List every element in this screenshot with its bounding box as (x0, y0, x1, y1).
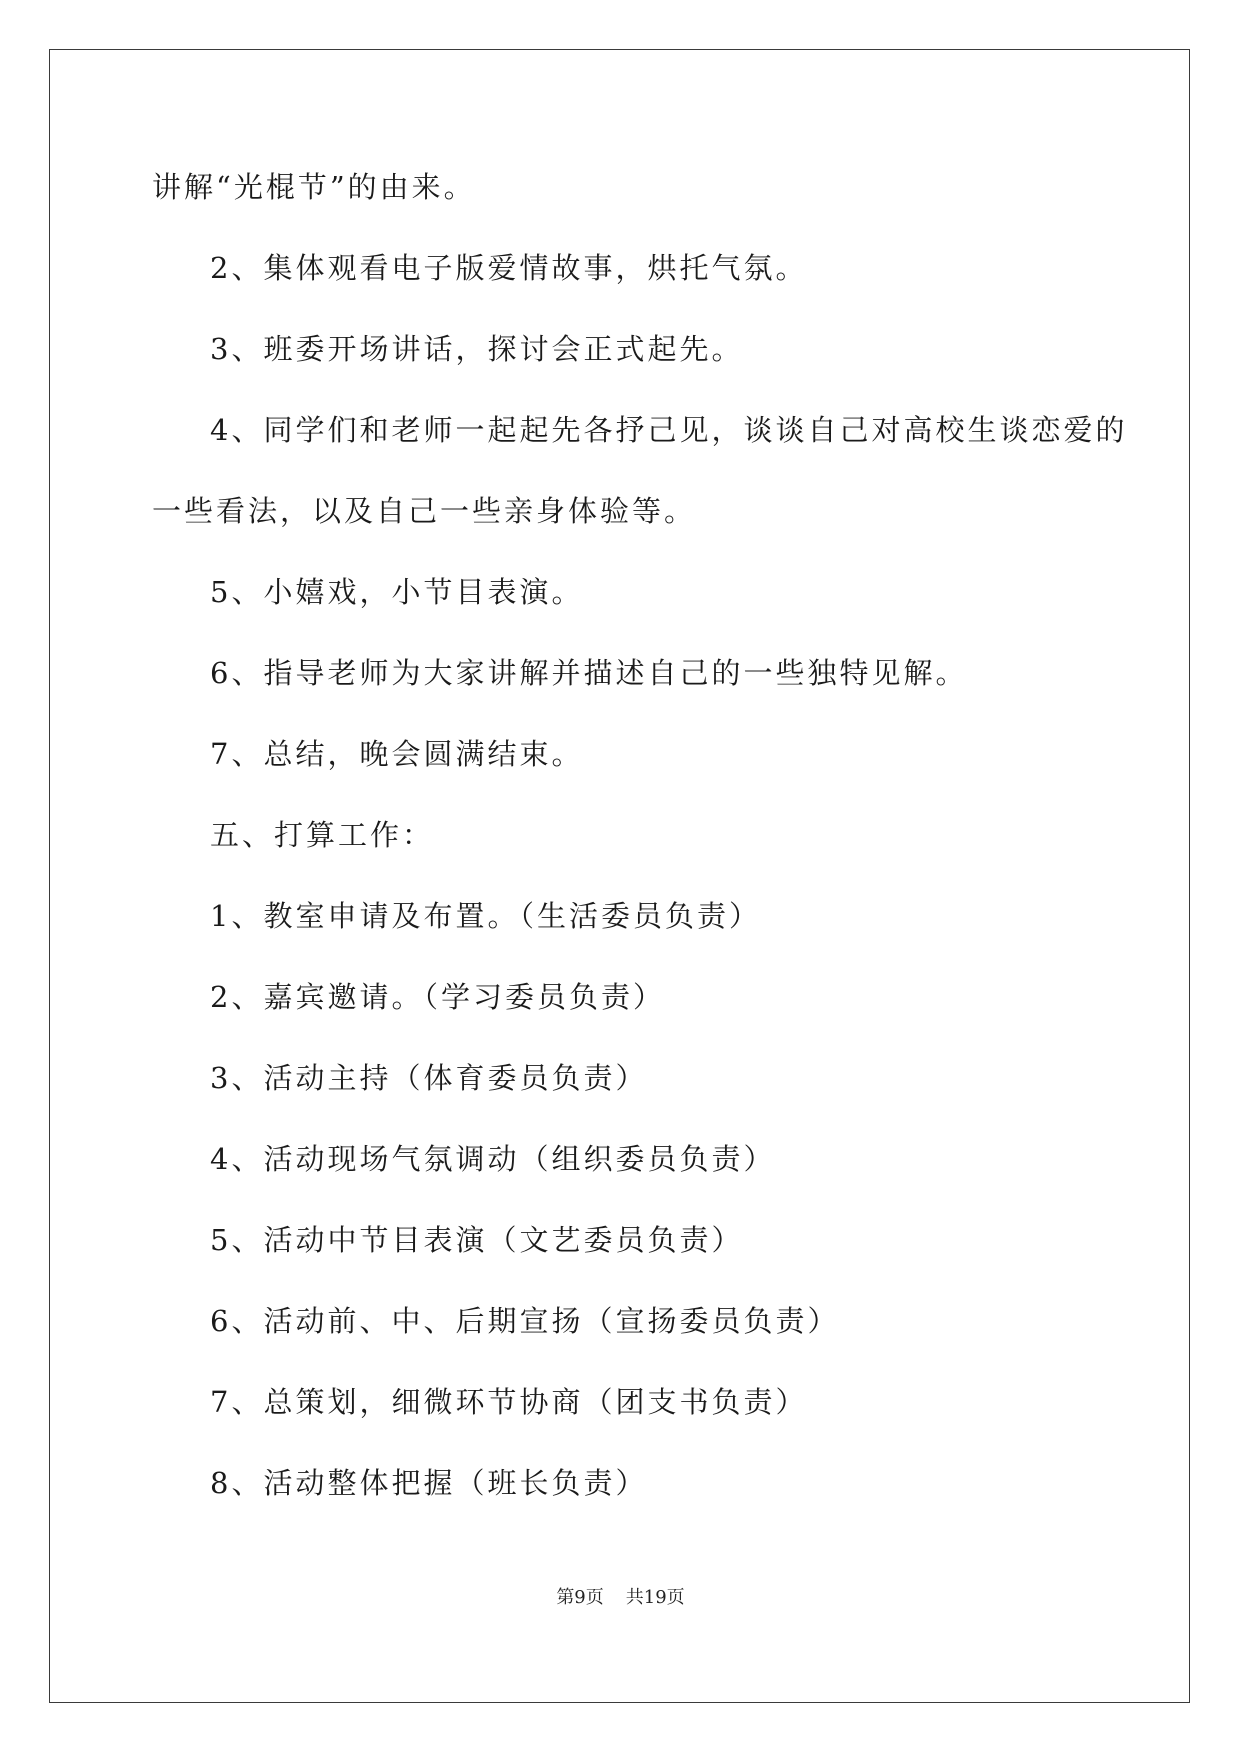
paragraph-line: 4、活动现场气氛调动（组织委员负责） (210, 1142, 776, 1176)
paragraph-line: 7、总结，晚会圆满结束。 (210, 737, 584, 771)
section-heading: 五、打算工作： (210, 818, 435, 852)
paragraph-line: 6、指导老师为大家讲解并描述自己的一些独特见解。 (210, 656, 968, 690)
paragraph-line: 2、集体观看电子版爱情故事，烘托气氛。 (210, 251, 808, 285)
paragraph-line: 讲解“光棍节”的由来。 (152, 170, 476, 204)
paragraph-line: 4、同学们和老师一起起先各抒己见，谈谈自己对高校生谈恋爱的 (210, 413, 1128, 447)
paragraph-line: 5、活动中节目表演（文艺委员负责） (210, 1223, 744, 1257)
paragraph-line: 3、活动主持（体育委员负责） (210, 1061, 648, 1095)
page-number: 第9页 (556, 1587, 604, 1608)
paragraph-line: 8、活动整体把握（班长负责） (210, 1466, 648, 1500)
page-total: 共19页 (625, 1587, 685, 1608)
page-border (49, 49, 1190, 1703)
paragraph-line: 5、小嬉戏，小节目表演。 (210, 575, 584, 609)
paragraph-line: 1、教室申请及布置。（生活委员负责） (210, 899, 761, 933)
paragraph-line: 3、班委开场讲话，探讨会正式起先。 (210, 332, 744, 366)
paragraph-line: 2、嘉宾邀请。（学习委员负责） (210, 980, 665, 1014)
paragraph-line: 6、活动前、中、后期宣扬（宣扬委员负责） (210, 1304, 840, 1338)
paragraph-line: 7、总策划，细微环节协商（团支书负责） (210, 1385, 808, 1419)
paragraph-line: 一些看法，以及自己一些亲身体验等。 (152, 494, 697, 528)
page-footer (0, 1586, 1241, 1610)
